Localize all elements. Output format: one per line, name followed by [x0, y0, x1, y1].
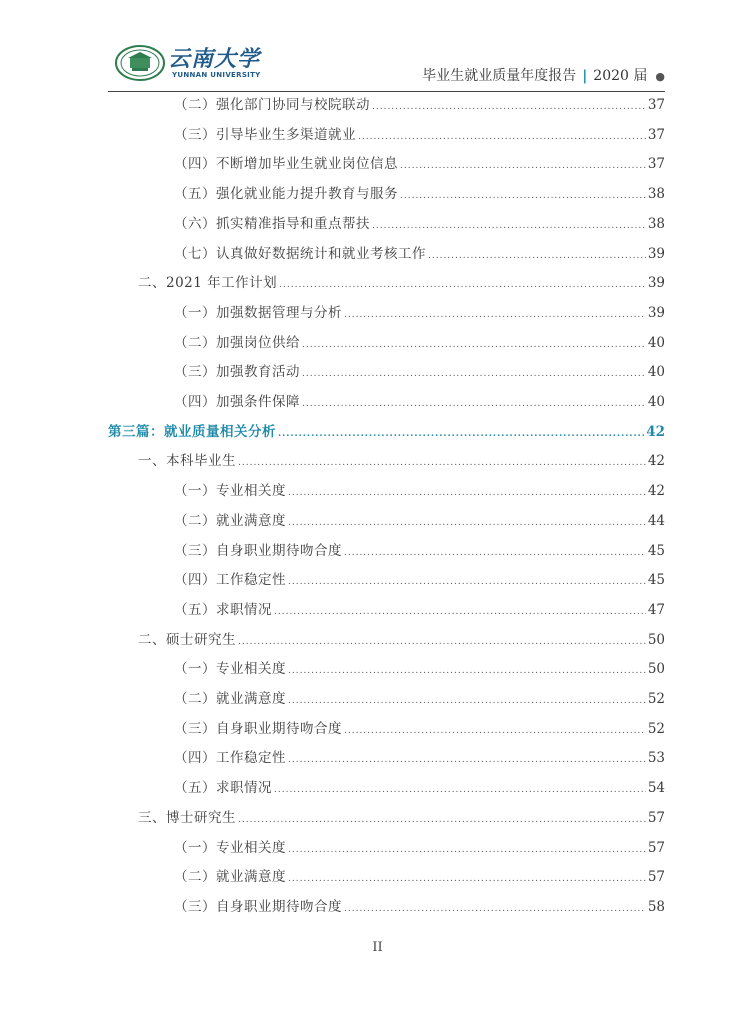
- toc-entry-page: 54: [647, 780, 665, 797]
- toc-entry[interactable]: [138, 628, 665, 652]
- toc-dot-leader: [358, 125, 646, 149]
- toc-entry[interactable]: [174, 152, 665, 176]
- toc-dot-leader: [302, 392, 646, 416]
- toc-entry[interactable]: [174, 717, 665, 741]
- toc-entry-page: 57: [647, 839, 665, 856]
- toc-entry-page: 39: [647, 245, 665, 262]
- toc-entry[interactable]: [174, 836, 665, 860]
- toc-entry-page: 42: [647, 453, 665, 470]
- toc-entry[interactable]: [174, 687, 665, 711]
- toc-dot-leader: [400, 154, 646, 178]
- toc-entry-label: （二）强化部门协同与校院联动: [174, 97, 370, 113]
- toc-entry-label: （一）专业相关度: [174, 839, 286, 856]
- toc-entry-label: （三）自身职业期待吻合度: [174, 720, 342, 737]
- toc-entry[interactable]: [174, 360, 665, 384]
- toc-entry-page: 39: [647, 275, 665, 292]
- toc-entry[interactable]: [174, 182, 665, 206]
- toc-entry-label: （六）抓实精准指导和重点帮扶: [174, 215, 370, 232]
- toc-entry[interactable]: [174, 390, 665, 414]
- logo-wordmark-en: YUNNAN UNIVERSITY: [172, 71, 261, 79]
- toc-entry-label: （二）就业满意度: [174, 691, 286, 707]
- toc-dot-leader: [344, 303, 646, 327]
- toc-entry-label: （二）加强岗位供给: [174, 334, 300, 351]
- toc-entry[interactable]: [174, 746, 665, 770]
- toc-dot-leader: [288, 689, 646, 713]
- toc-dot-leader: [238, 808, 646, 832]
- toc-dot-leader: [238, 451, 646, 475]
- toc-entry[interactable]: [174, 539, 665, 563]
- toc-entry[interactable]: [108, 420, 665, 444]
- toc-entry[interactable]: [138, 449, 665, 473]
- toc-entry[interactable]: [174, 479, 665, 503]
- running-header: [422, 65, 665, 85]
- header-separator: |: [582, 68, 588, 84]
- toc-dot-leader: [428, 244, 646, 268]
- toc-entry-page: 37: [647, 156, 665, 173]
- header-rule: [108, 91, 665, 92]
- toc-entry-label: 第三篇：就业质量相关分析: [108, 423, 276, 440]
- toc-entry-label: （一）加强数据管理与分析: [174, 304, 342, 321]
- toc-entry[interactable]: [138, 271, 665, 295]
- toc-entry-label: （二）就业满意度: [174, 512, 286, 529]
- toc-entry-page: 45: [647, 542, 665, 559]
- toc-entry-label: （三）自身职业期待吻合度: [174, 898, 342, 915]
- toc-entry-label: 三、博士研究生: [138, 809, 236, 826]
- toc-entry-page: 42: [647, 483, 665, 500]
- toc-entry-page: 40: [647, 394, 665, 410]
- toc-entry-page: 38: [647, 215, 665, 232]
- toc-dot-leader: [288, 570, 646, 594]
- toc-entry[interactable]: [174, 776, 665, 800]
- toc-entry-page: 37: [647, 126, 665, 143]
- toc-entry-page: 37: [647, 97, 665, 113]
- toc-entry-label: （四）工作稳定性: [174, 750, 286, 767]
- toc-entry[interactable]: [174, 123, 665, 147]
- toc-dot-leader: [372, 95, 646, 119]
- toc-dot-leader: [288, 748, 646, 772]
- toc-entry[interactable]: [174, 598, 665, 622]
- toc-entry-label: （一）专业相关度: [174, 661, 286, 678]
- toc-dot-leader: [279, 273, 646, 297]
- toc-entry[interactable]: [174, 331, 665, 355]
- toc-entry-page: 42: [646, 423, 665, 440]
- toc-entry-page: 50: [647, 631, 665, 648]
- toc-entry-label: （一）专业相关度: [174, 483, 286, 500]
- toc-entry-page: 47: [647, 601, 665, 618]
- toc-entry-label: 一、本科毕业生: [138, 453, 236, 470]
- page-number: II: [372, 940, 383, 955]
- toc-entry-page: 57: [647, 809, 665, 826]
- toc-entry-page: 39: [647, 304, 665, 321]
- toc-entry[interactable]: [174, 895, 665, 919]
- toc-entry-label: （五）求职情况: [174, 780, 272, 797]
- toc-entry-label: （三）加强教育活动: [174, 364, 300, 381]
- toc-dot-leader: [372, 214, 646, 238]
- toc-entry-page: 52: [647, 720, 665, 737]
- toc-dot-leader: [288, 867, 646, 891]
- toc-dot-leader: [302, 333, 646, 357]
- toc-entry-label: （二）就业满意度: [174, 869, 286, 886]
- toc-entry[interactable]: [174, 212, 665, 236]
- toc-dot-leader: [288, 838, 646, 862]
- toc-entry-page: 45: [647, 572, 665, 589]
- toc-entry-label: （三）自身职业期待吻合度: [174, 542, 342, 559]
- toc-dot-leader: [344, 719, 646, 743]
- toc-entry[interactable]: [138, 806, 665, 830]
- toc-entry[interactable]: [174, 93, 665, 117]
- toc-entry-label: （四）加强条件保障: [174, 394, 300, 410]
- toc-dot-leader: [278, 422, 644, 446]
- toc-entry-page: 40: [647, 334, 665, 351]
- toc-dot-leader: [274, 600, 646, 624]
- toc-entry-label: （三）引导毕业生多渠道就业: [174, 126, 356, 143]
- toc-entry-label: （四）不断增加毕业生就业岗位信息: [174, 156, 398, 173]
- university-seal-icon: [114, 44, 166, 82]
- toc-dot-leader: [344, 897, 646, 921]
- toc-entry-label: （五）强化就业能力提升教育与服务: [174, 186, 398, 203]
- page-header: [108, 42, 665, 92]
- toc-entry-page: 50: [647, 661, 665, 678]
- toc-dot-leader: [274, 778, 646, 802]
- toc-dot-leader: [288, 481, 646, 505]
- toc-entry-page: 53: [647, 750, 665, 767]
- toc-entry-page: 58: [647, 898, 665, 915]
- toc-dot-leader: [288, 511, 646, 535]
- toc-entry-label: （七）认真做好数据统计和就业考核工作: [174, 245, 426, 262]
- report-title: 毕业生就业质量年度报告: [422, 68, 577, 84]
- report-year: 2020 届: [593, 68, 648, 84]
- toc-entry-page: 38: [647, 186, 665, 203]
- toc-dot-leader: [288, 659, 646, 683]
- toc-entry-page: 57: [647, 869, 665, 886]
- toc-entry-label: 二、2021 年工作计划: [138, 275, 278, 292]
- toc-entry-page: 52: [647, 691, 665, 707]
- toc-entry[interactable]: [174, 568, 665, 592]
- toc-entry-page: 44: [647, 512, 665, 529]
- logo-wordmark-cn: 云南大学: [168, 46, 261, 72]
- toc-entry[interactable]: [174, 657, 665, 681]
- toc-entry-label: （五）求职情况: [174, 601, 272, 618]
- toc-dot-leader: [238, 630, 646, 654]
- toc-dot-leader: [302, 362, 646, 386]
- toc-entry[interactable]: [174, 865, 665, 889]
- toc-entry-page: 40: [647, 364, 665, 381]
- toc-entry[interactable]: [174, 509, 665, 533]
- toc-entry[interactable]: [174, 301, 665, 325]
- toc-entry-label: 二、硕士研究生: [138, 631, 236, 648]
- toc-dot-leader: [400, 184, 646, 208]
- bullet-icon: ●: [655, 70, 665, 83]
- toc-entry-label: （四）工作稳定性: [174, 572, 286, 589]
- toc-entry[interactable]: [174, 242, 665, 266]
- toc-dot-leader: [344, 541, 646, 565]
